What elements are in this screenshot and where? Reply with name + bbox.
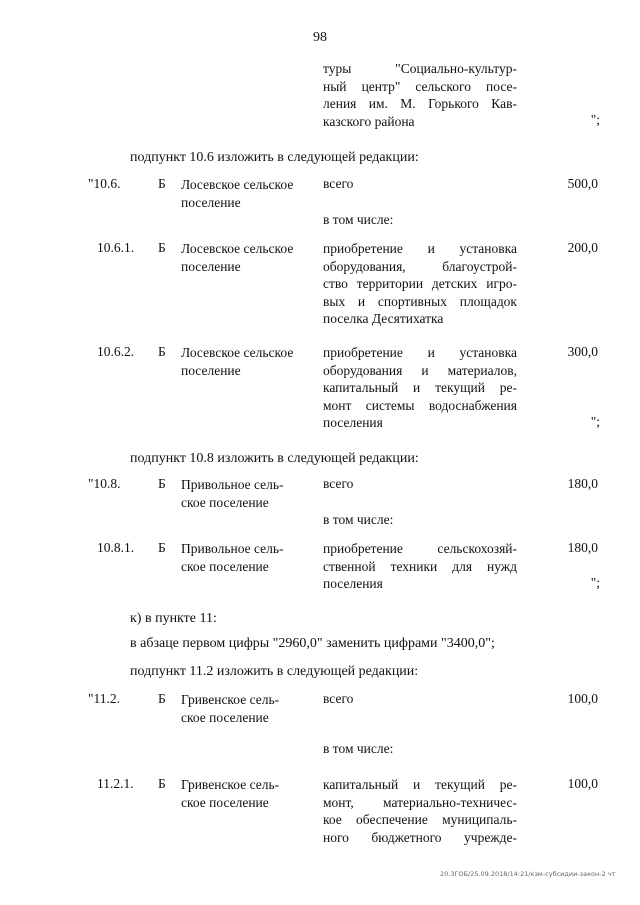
row-sum: 180,0 <box>567 540 598 555</box>
row-sum: 200,0 <box>567 240 598 255</box>
row-recipient: Лосевское сельское поселение <box>181 177 294 210</box>
row-description: капитальный и текущий ре- монт, материально-техничес- кое обеспечение муниципаль- ного бюджетного учрежде- <box>323 777 517 845</box>
row-number: 10.6.1. <box>97 240 135 255</box>
continued-description <box>323 60 517 130</box>
row-description: всего <box>323 476 354 491</box>
text-line: казского района <box>323 113 415 129</box>
row-code: Б <box>158 691 166 706</box>
text-line: ления им. М. Горького Кав- <box>323 96 517 111</box>
row-code: Б <box>158 344 166 359</box>
row-description: приобретение и установка оборудования, благоустрой- ство территории детских игро- вых и спортивных площадок поселка Десятихатка <box>323 241 517 326</box>
closing-quote: "; <box>590 575 600 590</box>
row-recipient: Привольное сель- ское поселение <box>181 477 284 510</box>
row-recipient: Привольное сель- ское поселение <box>181 541 284 574</box>
text-line: туры "Социально-культур- <box>323 61 517 76</box>
row-sum: 100,0 <box>567 691 598 706</box>
page-number: 98 <box>313 30 327 45</box>
row-sum: 180,0 <box>567 476 598 491</box>
row-code: Б <box>158 476 166 491</box>
row-number: 10.6.2. <box>97 344 135 359</box>
row-recipient: Гривенское сель- ское поселение <box>181 692 280 725</box>
instruction-k: к) в пункте 11: <box>130 611 217 626</box>
row-sum: 100,0 <box>567 776 598 791</box>
instruction-11-2: подпункт 11.2 изложить в следующей редакции: <box>130 664 419 679</box>
row-code: Б <box>158 176 166 191</box>
row-sum: 500,0 <box>567 176 598 191</box>
row-number: 11.2.1. <box>97 776 134 791</box>
row-sum: 300,0 <box>567 344 598 359</box>
text-line: ный центр" сельского посе- <box>323 78 517 94</box>
row-code: Б <box>158 776 166 791</box>
row-description: приобретение сельскохозяй- ственной техники для нужд поселения <box>323 541 517 591</box>
row-number: "10.8. <box>88 476 121 491</box>
document-footer-code: 20.3ГОБ/25.09.2018/14:21/кзм-субсидии-закон-2 чт <box>440 870 616 878</box>
row-recipient: Гривенское сель- ское поселение <box>181 777 280 810</box>
row-description: всего <box>323 691 354 706</box>
row-number: "10.6. <box>88 176 121 191</box>
subtotal-label: в том числе: <box>323 212 394 227</box>
closing-quote: "; <box>590 414 600 429</box>
row-code: Б <box>158 240 166 255</box>
row-recipient: Лосевское сельское поселение <box>181 241 294 274</box>
row-recipient: Лосевское сельское поселение <box>181 345 294 378</box>
instruction-10-8: подпункт 10.8 изложить в следующей редакции: <box>130 451 419 466</box>
row-code: Б <box>158 540 166 555</box>
subtotal-label: в том числе: <box>323 512 394 527</box>
subtotal-label: в том числе: <box>323 741 394 756</box>
row-number: "11.2. <box>88 691 121 706</box>
instruction-paragraph: в абзаце первом цифры "2960,0" заменить цифрами "3400,0"; <box>130 636 495 651</box>
closing-quote: "; <box>590 112 600 127</box>
instruction-10-6: подпункт 10.6 изложить в следующей редакции: <box>130 150 419 165</box>
row-number: 10.8.1. <box>97 540 135 555</box>
row-description: приобретение и установка оборудования и материалов, капитальный и текущий ре- монт системы водоснабжения поселения <box>323 345 517 430</box>
row-description: всего <box>323 176 354 191</box>
